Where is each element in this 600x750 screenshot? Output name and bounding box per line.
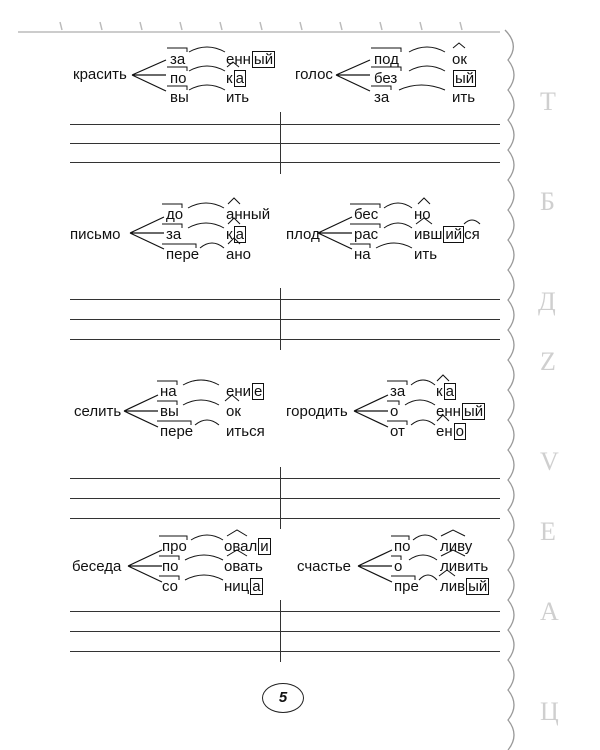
ending-box: ий [445, 226, 463, 243]
ending-box: ый [455, 70, 475, 87]
column-divider [280, 112, 281, 174]
prefix: про [162, 538, 187, 555]
page-number: 5 [262, 683, 304, 713]
writing-line [70, 631, 500, 632]
prefix: о [390, 403, 399, 420]
writing-line [70, 498, 500, 499]
root-word: городить [286, 403, 348, 420]
writing-line [70, 319, 500, 320]
suffix: к а [436, 383, 454, 400]
prefix: со [162, 578, 179, 595]
prefix: пере [166, 246, 200, 263]
prefix: до [166, 206, 184, 223]
morpheme-marks [389, 528, 499, 603]
suffix: овать [224, 558, 263, 575]
ending-box: о [455, 423, 464, 440]
ending-box: ый [253, 51, 274, 68]
prefix: под [374, 51, 399, 68]
suffix: ниц а [224, 578, 261, 595]
writing-line [70, 339, 500, 340]
svg-text:Z: Z [540, 347, 556, 376]
morpheme-marks [157, 528, 287, 603]
root-word: беседа [72, 558, 122, 575]
morpheme-marks [160, 196, 280, 271]
prefix: за [166, 226, 182, 243]
svg-text:V: V [540, 447, 559, 476]
root-word: селить [74, 403, 122, 420]
prefix: от [390, 423, 405, 440]
suffix: анный [226, 206, 271, 223]
suffix: лив ый [440, 578, 488, 595]
morpheme-marks [385, 373, 495, 448]
ending-box: ый [468, 578, 488, 595]
ending-box: а [252, 578, 261, 595]
column-divider [280, 467, 281, 529]
prefix: без [374, 70, 398, 87]
prefix: рас [354, 226, 379, 243]
writing-line [70, 162, 500, 163]
svg-text:Т: Т [540, 87, 556, 116]
ending-box: а [235, 70, 244, 87]
prefix: по [394, 538, 411, 555]
prefix: за [390, 383, 406, 400]
suffix: ивш ий ся [414, 226, 480, 243]
morpheme-marks [155, 373, 285, 448]
ending-box: е [254, 383, 263, 400]
morpheme-marks [165, 44, 285, 114]
suffix: ить [452, 89, 476, 106]
margin-decoration [538, 87, 559, 726]
suffix: ить [226, 89, 250, 106]
column-divider [280, 600, 281, 662]
writing-line [70, 124, 500, 125]
writing-line [70, 143, 500, 144]
suffix: енн ый [226, 51, 274, 68]
prefix: за [374, 89, 390, 106]
suffix: ок [226, 403, 241, 420]
prefix: по [170, 70, 187, 87]
ending-box: а [445, 383, 454, 400]
root-word: красить [73, 66, 127, 83]
ending-box: а [235, 226, 244, 243]
prefix: на [160, 383, 177, 400]
root-word: письмо [70, 226, 121, 243]
ending-box: ый [463, 403, 484, 420]
root-word: голос [295, 66, 333, 83]
prefix: о [394, 558, 403, 575]
root-word: плод [286, 226, 320, 243]
svg-text:Е: Е [540, 517, 556, 546]
root-word: счастье [297, 558, 352, 575]
writing-line [70, 299, 500, 300]
suffix: иться [226, 423, 265, 440]
morpheme-marks [369, 44, 489, 114]
suffix: к а [226, 226, 244, 243]
prefix: вы [160, 403, 179, 420]
suffix: ени е [226, 383, 263, 400]
prefix: вы [170, 89, 189, 106]
column-divider [280, 288, 281, 350]
suffix: ливить [440, 558, 489, 575]
svg-text:Д: Д [538, 287, 556, 316]
svg-text:Б: Б [540, 187, 555, 216]
prefix: на [354, 246, 371, 263]
morpheme-marks [348, 196, 488, 271]
writing-line [70, 478, 500, 479]
prefix: пре [394, 578, 419, 595]
prefix: за [170, 51, 186, 68]
suffix: ок [452, 51, 467, 68]
svg-text:Ц: Ц [540, 697, 559, 726]
suffix: ано [226, 246, 251, 263]
writing-line [70, 518, 500, 519]
prefix: пере [160, 423, 194, 440]
svg-text:А: А [540, 597, 559, 626]
ending-box: и [260, 538, 269, 555]
suffix: енн ый [436, 403, 484, 420]
suffix: овал и [224, 538, 269, 555]
suffix: но [414, 206, 431, 223]
prefix: бес [354, 206, 379, 223]
suffix: ен о [436, 423, 464, 440]
suffix: ливу [440, 538, 473, 555]
suffix: ить [414, 246, 438, 263]
writing-line [70, 611, 500, 612]
prefix: по [162, 558, 179, 575]
writing-line [70, 651, 500, 652]
suffix: к а [226, 70, 244, 87]
